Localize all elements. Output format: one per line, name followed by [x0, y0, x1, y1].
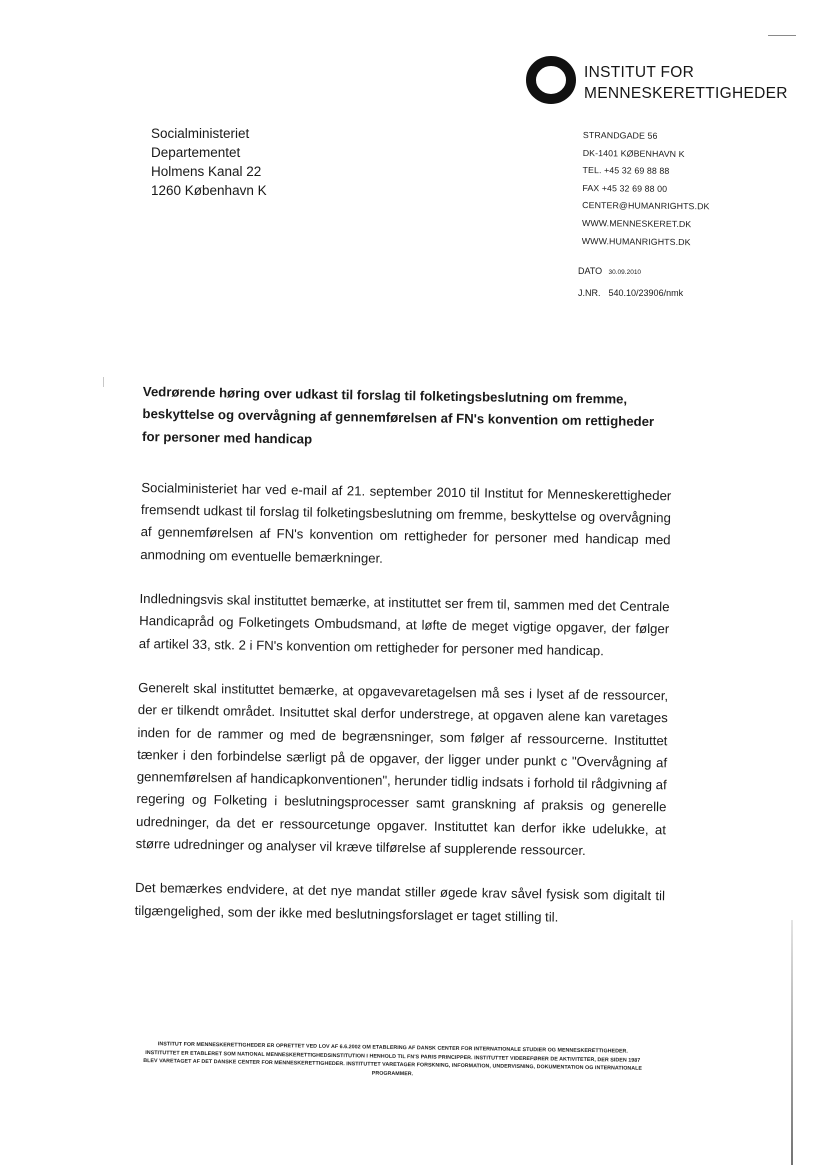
sender-contact-block	[582, 127, 711, 251]
body-paragraph: Generelt skal instituttet bemærke, at opgavevaretagelsen må ses i lyset af de ressourcer, der er tilkendt området. Insituttet skal derfor understrege, at opgaven alene kan varetages inden for de rammer og med de begrænsninger, som følger af ressourcerne. Instituttet tænker i den forbindelse særligt på de opgaver, der ligger under punkt c "Overvågning af gennemførelsen af handicapkonventionen", herunder tidlig indsats i forhold til rådgivning af regering og Folketing i beslutningsprocesser samt granskning af praksis og generelle udredninger, da det er ressourcetunge opgaver. Instituttet kan derfor ikke udelukke, at større udredninger og analyser vil kræve tilførelse af supplerende ressourcer.	[135, 679, 669, 859]
sender-website: WWW.MENNESKERET.DK	[581, 217, 692, 230]
date-label: DATO	[578, 266, 603, 276]
scan-mark	[768, 35, 796, 36]
recipient-address	[151, 124, 267, 200]
recipient-line: Socialministeriet	[151, 126, 250, 141]
letter-body	[134, 381, 673, 952]
letter-subject: Vedrørende høring over udkast til forslag til folketingsbeslutning om fremme, beskyttelse og overvågning af gennemførelsen af FN's konvention om rettigheder for personer med handicap	[142, 383, 655, 447]
sender-fax: FAX +45 32 69 88 00	[582, 182, 668, 194]
scan-mark	[103, 377, 104, 387]
jnr-label: J.NR.	[578, 288, 601, 298]
sender-email: CENTER@HUMANRIGHTS.DK	[582, 200, 710, 212]
sender-city: DK-1401 KØBENHAVN K	[582, 147, 685, 159]
institution-name-line: MENNESKERETTIGHEDER	[584, 85, 788, 102]
body-paragraph: Det bemærkes endvidere, at det nye mandat stiller øgede krav såvel fysisk som digitalt til tilgængelighed, som der ikke med beslutningsforslaget er taget stilling til.	[134, 880, 666, 925]
recipient-line: Holmens Kanal 22	[151, 164, 262, 179]
jnr-row	[578, 283, 683, 303]
scan-edge-shadow	[791, 920, 793, 1165]
sender-street: STRANDGADE 56	[582, 129, 658, 141]
body-paragraph: Socialministeriet har ved e-mail af 21. september 2010 til Institut for Menneskerettigheder fremsendt udkast til forslag til folketingsbeslutning om fremme, beskyttelse og overvågning af gennemførelsen af FN's konvention om rettigheder for personer med handicap med anmodning om eventuelle bemærkninger.	[140, 479, 672, 566]
sender-phone: TEL. +45 32 69 88 88	[582, 165, 670, 177]
institution-name	[584, 62, 788, 104]
sender-website: WWW.HUMANRIGHTS.DK	[581, 235, 691, 247]
date-value: 30.09.2010	[608, 269, 642, 276]
institution-name-line: INSTITUT FOR	[584, 64, 695, 81]
legal-footer: INSTITUT FOR MENNESKERETTIGHEDER ER OPRETTET VED LOV AF 6.6.2002 OM ETABLERING AF DANSK CENTER FOR INTERNATIONALE STUDIER OG MENNESKERETTIGHEDER. INSTITUTTET ER ETABLERET SOM NATIONAL MENNESKERETTIGHEDSINSTITUTION I HENHOLD TIL FN'S PARIS PRINCIPPER. INSTITUTTET VIDEREFØRER DE AKTIVITETER, DER SIDEN 1987 BLEV VARETAGET AF DET DANSKE CENTER FOR MENNESKERETTIGHEDER. INSTITUTTET VARETAGER FORSKNING, INFORMATION, UNDERVISNING, DOKUMENTATION OG INTERNATIONALE PROGRAMMER.	[143, 1041, 643, 1078]
ring-logo-icon	[525, 55, 577, 105]
date-row	[578, 261, 683, 283]
letter-meta	[578, 261, 683, 303]
body-paragraph: Indledningsvis skal instituttet bemærke, at instituttet ser frem til, sammen med det Centrale Handicapråd og Folketingets Ombudsmand, at løfte de meget vigtige opgaver, der følger af artikel 33, stk. 2 i FN's konvention om rettigheder for personer med handicap.	[138, 591, 670, 658]
jnr-value: 540.10/23906/nmk	[608, 288, 684, 298]
recipient-line: Departementet	[151, 145, 241, 160]
recipient-line: 1260 København K	[151, 183, 267, 198]
